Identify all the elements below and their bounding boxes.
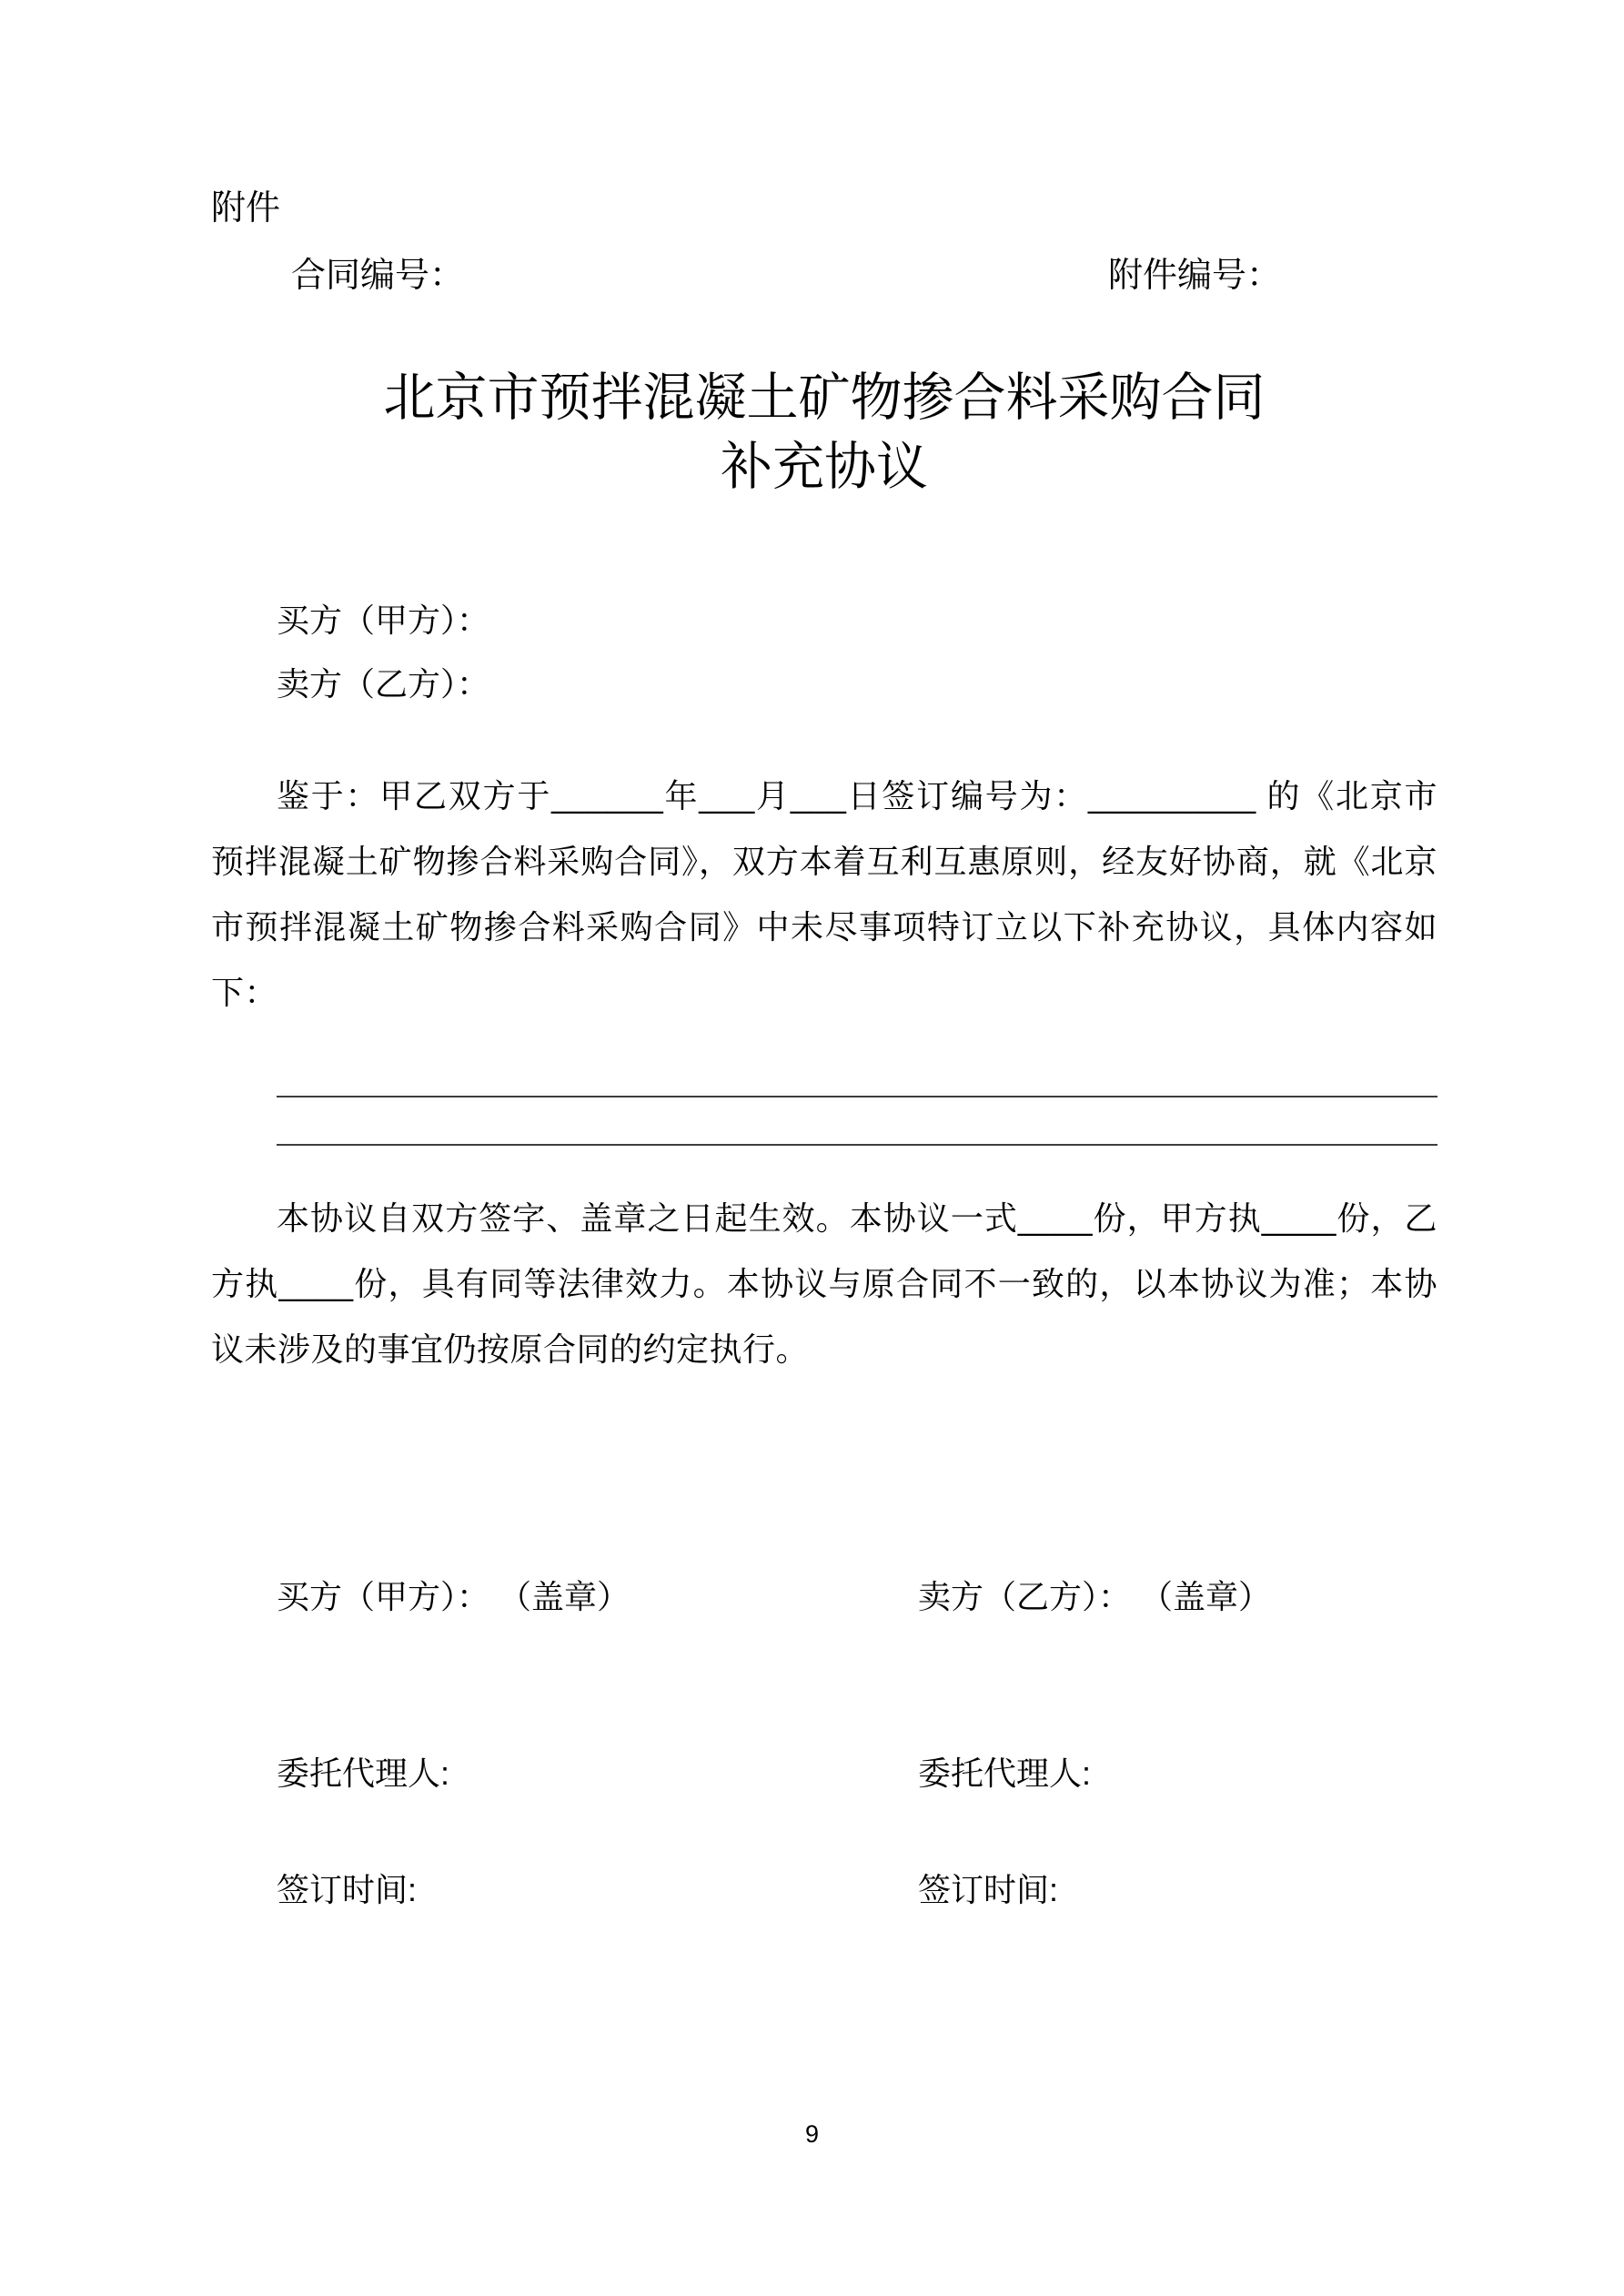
buyer-agent-label: 委托代理人: <box>277 1755 450 1792</box>
seal-row <box>277 1575 1437 1619</box>
whereas-paragraph: 鉴于：甲乙双方于______年___月___日签订编号为：_________ 的《北京市预拌混凝土矿物掺合料采购合同》，双方本着互利互惠原则，经友好协商，就《北京市预拌混凝土矿物掺合料采购合同》中未尽事项特订立以下补充协议，具体内容如下： <box>211 777 1437 1011</box>
sign-date-row <box>277 1868 1437 1912</box>
effectiveness-paragraph: 本协议自双方签字、盖章之日起生效。本协议一式____份，甲方执____份，乙方执____份，具有同等法律效力。本协议与原合同不一致的，以本协议为准；本协议未涉及的事宜仍按原合同的约定执行。 <box>211 1199 1437 1368</box>
document-title-line1: 北京市预拌混凝土矿物掺合料采购合同 <box>383 369 1266 427</box>
blank-fill-area <box>211 1049 1437 1146</box>
buyer-seal-label: 买方（甲方）： （盖章） <box>277 1578 630 1615</box>
seller-party-label: 卖方（乙方）： <box>277 665 490 703</box>
contract-number-label: 合同编号： <box>291 257 465 295</box>
seller-sign-date-label: 签订时间: <box>918 1871 1059 1908</box>
page-number: 9 <box>804 2120 820 2148</box>
blank-fill-line-1 <box>277 1049 1437 1097</box>
attachment-number-label: 附件编号： <box>1107 257 1281 295</box>
signature-section <box>211 1575 1437 1912</box>
document-title <box>211 363 1437 501</box>
number-row <box>211 254 1437 298</box>
blank-fill-line-2 <box>277 1097 1437 1146</box>
parties-block <box>211 589 1437 716</box>
attachment-label: 附件 <box>211 189 281 228</box>
seller-agent-label: 委托代理人: <box>918 1755 1092 1792</box>
buyer-party-label: 买方（甲方）： <box>277 602 490 639</box>
buyer-sign-date-label: 签订时间: <box>277 1871 418 1908</box>
seller-seal-label: 卖方（乙方）： （盖章） <box>918 1578 1272 1615</box>
agent-row <box>277 1752 1437 1795</box>
document-title-line2: 补充协议 <box>721 438 928 496</box>
